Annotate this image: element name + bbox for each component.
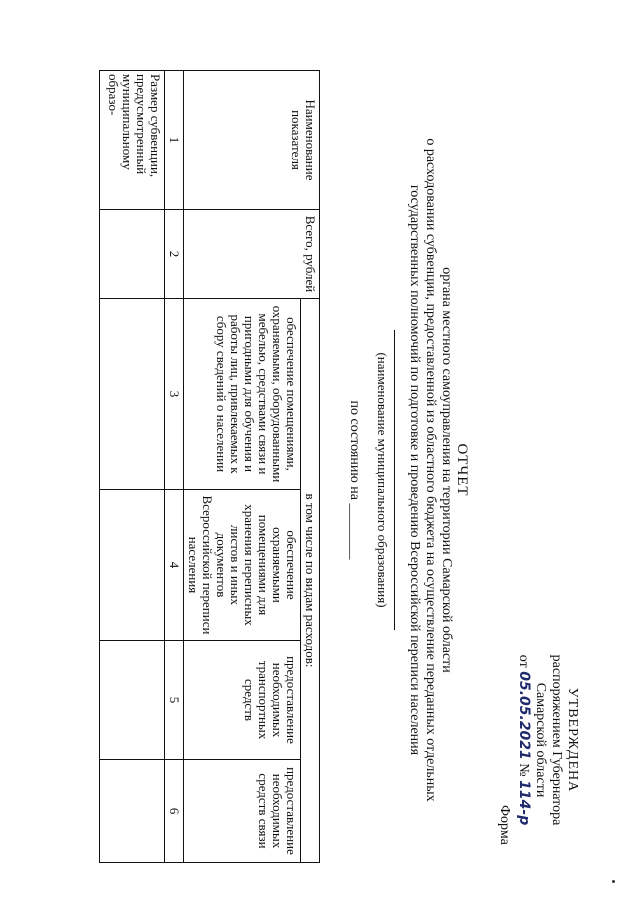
expense-table xyxy=(99,70,320,863)
report-line3: государственных полномочий по подготовке и проведению Всероссийской переписи населения xyxy=(407,184,422,756)
number-handwritten: 114-р xyxy=(516,780,532,826)
state-date-label: по состоянию на ________ xyxy=(347,400,362,560)
report-line1: органа местного самоуправления на территории Самарской области xyxy=(439,267,454,673)
approval-title: УТВЕРЖДЕНА xyxy=(565,687,580,793)
report-title xyxy=(406,120,470,820)
approval-line3: Самарской области xyxy=(533,682,548,798)
col-number-1: 1 xyxy=(165,71,184,210)
row-subvention-c6 xyxy=(100,760,165,863)
header-group: в том числе по видам расходов: xyxy=(301,299,320,863)
scan-dot xyxy=(612,880,615,883)
header-communication: предоставление необходимых средств связи xyxy=(184,760,301,863)
col-number-3: 3 xyxy=(165,299,184,490)
header-transport: предоставление необходимых транспортных средств xyxy=(184,641,301,760)
row-subvention-c3 xyxy=(100,299,165,490)
municipality-underline xyxy=(394,330,395,630)
municipality-label: (наименование муниципального образования) xyxy=(375,352,390,608)
approval-date-line xyxy=(515,640,532,840)
approval-block xyxy=(515,640,580,840)
report-heading: ОТЧЕТ xyxy=(454,443,470,497)
date-prefix: от xyxy=(516,654,531,668)
form-label: Форма xyxy=(497,805,512,845)
col-number-2: 2 xyxy=(165,210,184,299)
report-line2: о расходовании субвенции, предоставленной из областного бюджета на осуществление переданных отдельных xyxy=(423,138,438,802)
col-number-6: 6 xyxy=(165,760,184,863)
row-subvention-total xyxy=(100,210,165,299)
row-subvention-label: Размер субвенции, предусмотренный муниципальному образо- xyxy=(100,71,165,210)
col-number-4: 4 xyxy=(165,490,184,641)
header-storage: обеспечение охраняемыми помещениями для хранения переписных листов и иных документов Всероссийской переписи населения xyxy=(184,490,301,641)
header-total: Всего, рублей xyxy=(184,210,320,299)
header-premises: обеспечение помещениями, охраняемыми, оборудованными мебелью, средствами связи и пригодными для обучения и работы лиц, привлекаемых к сбору сведений о населении xyxy=(184,299,301,490)
approval-line2: распоряжением Губернатора xyxy=(549,654,564,826)
row-subvention-c5 xyxy=(100,641,165,760)
row-subvention-c4 xyxy=(100,490,165,641)
header-indicator: Наименование показателя xyxy=(184,71,320,210)
number-prefix: № xyxy=(516,763,531,777)
date-handwritten: 05.05.2021 xyxy=(516,671,532,760)
col-number-5: 5 xyxy=(165,641,184,760)
